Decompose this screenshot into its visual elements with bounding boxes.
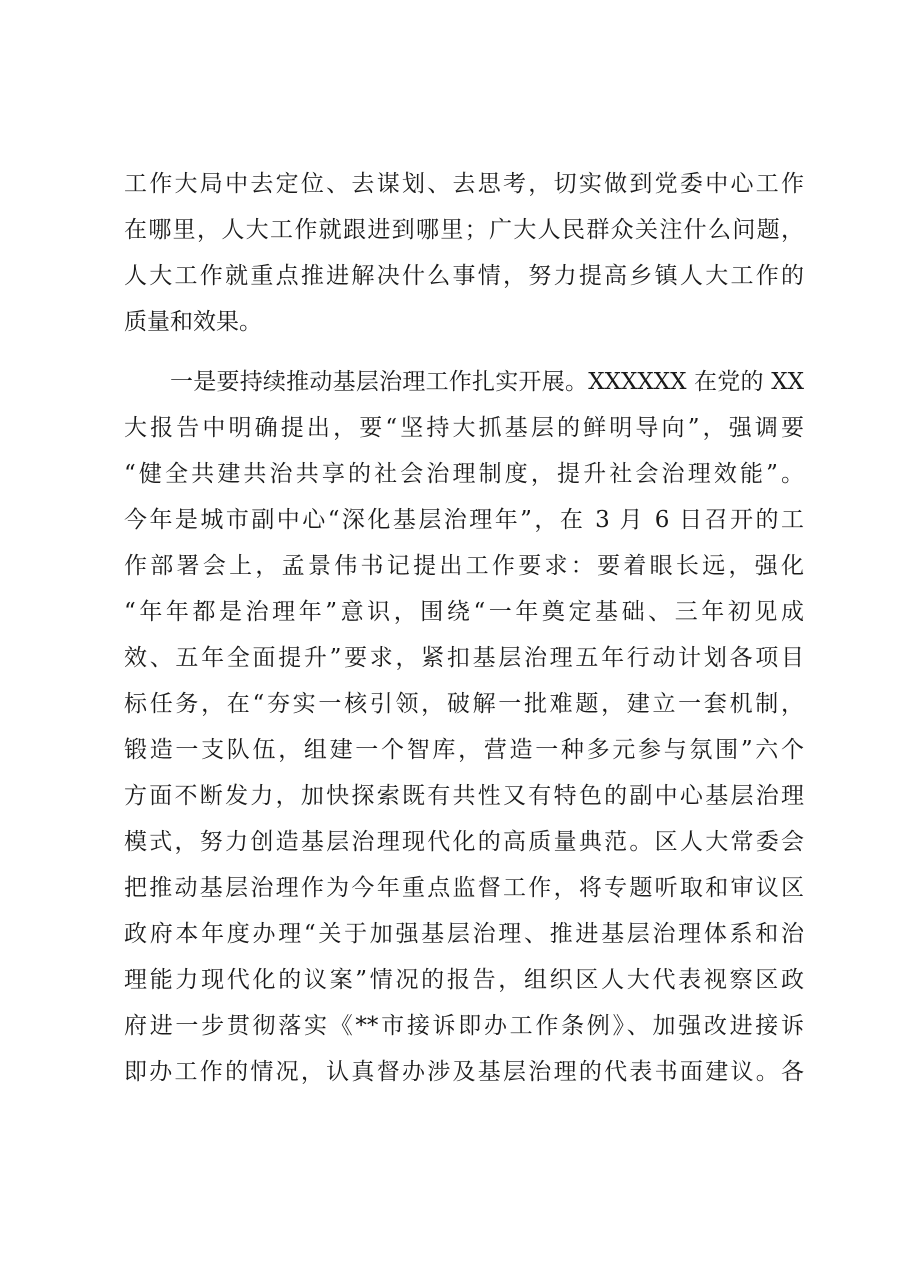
text-line: 标任务，在“夯实一核引领，破解一批难题，建立一套机制， xyxy=(124,691,804,717)
text-line: 锻造一支队伍，组建一个智库，营造一种多元参与氛围”六个 xyxy=(124,737,804,763)
text-line: 一是要持续推动基层治理工作扎实开展。XXXXXX 在党的 XX xyxy=(170,369,804,395)
document-body xyxy=(124,161,804,1095)
text-line: 今年是城市副中心“深化基层治理年”，在 3 月 6 日召开的工 xyxy=(124,507,804,533)
text-line: “健全共建共治共享的社会治理制度，提升社会治理效能”。 xyxy=(124,461,804,487)
text-line: 质量和效果。 xyxy=(124,309,262,335)
text-line: 方面不断发力，加快探索既有共性又有特色的副中心基层治理 xyxy=(124,783,804,809)
text-line: 人大工作就重点推进解决什么事情，努力提高乡镇人大工作的 xyxy=(124,263,804,289)
text-line: 作部署会上，孟景伟书记提出工作要求：要着眼长远，强化 xyxy=(124,553,804,579)
text-line: 在哪里，人大工作就跟进到哪里；广大人民群众关注什么问题， xyxy=(124,217,804,243)
text-line: 大报告中明确提出，要“坚持大抓基层的鲜明导向”，强调要 xyxy=(124,415,804,441)
text-line: 政府本年度办理“关于加强基层治理、推进基层治理体系和治 xyxy=(124,921,804,947)
text-line: 模式，努力创造基层治理现代化的高质量典范。区人大常委会 xyxy=(124,829,804,855)
text-line: “年年都是治理年”意识，围绕“一年奠定基础、三年初见成 xyxy=(124,599,804,625)
paragraph-1 xyxy=(124,161,804,345)
text-line: 府进一步贯彻落实《**市接诉即办工作条例》、加强改进接诉 xyxy=(124,1013,804,1039)
text-line: 理能力现代化的议案”情况的报告，组织区人大代表视察区政 xyxy=(124,967,804,993)
paragraph-spacer xyxy=(124,345,804,359)
text-line: 即办工作的情况，认真督办涉及基层治理的代表书面建议。各 xyxy=(124,1059,804,1085)
text-line: 工作大局中去定位、去谋划、去思考，切实做到党委中心工作 xyxy=(124,171,804,197)
text-line: 把推动基层治理作为今年重点监督工作，将专题听取和审议区 xyxy=(124,875,804,901)
text-line: 效、五年全面提升”要求，紧扣基层治理五年行动计划各项目 xyxy=(124,645,804,671)
paragraph-2 xyxy=(124,359,804,1095)
